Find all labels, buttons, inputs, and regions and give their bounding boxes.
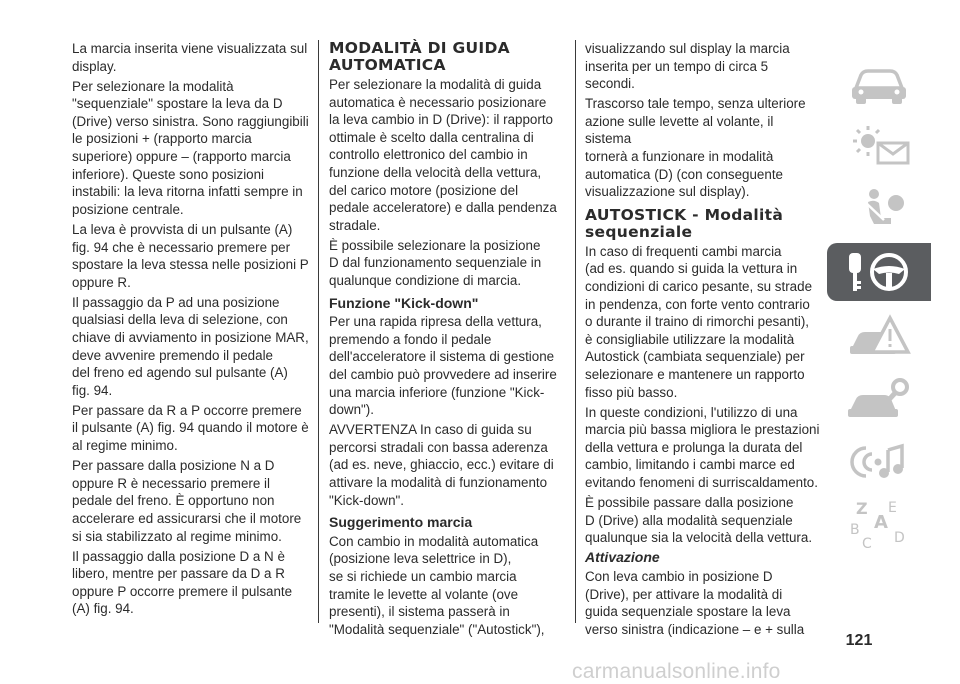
paragraph: Il passaggio dalla posizione D a N è libero, mentre per passare da D a R oppure P occorre premere il pulsante (A) fig. 94.	[72, 548, 293, 617]
paragraph: AVVERTENZA In caso di guida su percorsi stradali con bassa aderenza (ad es. neve, ghiaccio, ecc.) evitare di attivare la modalità di funzionamento "Kick-down".	[329, 422, 554, 508]
chapter-tab-multimedia[interactable]	[827, 432, 931, 490]
section-heading: AUTOSTICK - Modalità sequenziale	[585, 205, 784, 241]
sun-envelope-icon	[844, 123, 914, 169]
car-icon	[844, 60, 914, 106]
paragraph: Per passare dalla posizione N a D oppure R è necessario premere il pedale del freno. È opportuno non accelerare ed assicurarsi che il motore si sia stabilizzato al regime minimo.	[72, 458, 302, 544]
svg-text:Z: Z	[856, 499, 868, 518]
svg-text:C: C	[862, 536, 872, 552]
chapter-tab-car[interactable]	[827, 54, 931, 112]
chapter-tab-safety[interactable]	[827, 180, 931, 238]
paragraph: In caso di frequenti cambi marcia (ad es. quando si guida la vettura in condizioni di carico pesante, su strade in pendenza, con forte vento contrario o durante il traino di rimorchi pesanti), è consigliabile utilizzare la modalità Autostick (cambiata sequenziale) per selezionare e mantenere un rapporto fisso più basso.	[585, 243, 813, 400]
warning-car-icon	[844, 312, 914, 358]
section-heading: MODALITÀ DI GUIDA AUTOMATICA	[329, 39, 510, 74]
svg-text:D: D	[894, 530, 905, 546]
seatbelt-airbag-icon	[844, 186, 914, 232]
paragraph: Per passare da R a P occorre premere il pulsante (A) fig. 94 quando il motore è al regime minimo.	[72, 402, 309, 454]
paragraph: Per una rapida ripresa della vettura, premendo a fondo il pedale dell'acceleratore il sistema di gestione del cambio può provvedere ad inserire una marcia inferiore (funzione "Kick- down").	[329, 314, 557, 418]
paragraph: La marcia inserita viene visualizzata sul display.	[72, 41, 308, 74]
car-wrench-icon	[844, 375, 914, 421]
svg-text:A: A	[874, 512, 888, 533]
chapter-tab-index[interactable]	[827, 495, 931, 553]
paragraph: È possibile passare dalla posizione D (Drive) alla modalità sequenziale qualunque sia la velocità della vettura.	[585, 495, 813, 546]
paragraph: La leva è provvista di un pulsante (A) fig. 94 che è necessario premere per spostare la leva stessa nelle posizioni P oppure R.	[72, 221, 309, 290]
paragraph: In queste condizioni, l'utilizzo di una marcia più bassa migliora le prestazioni della vettura e prolunga la durata del cambio, limitando i cambi marce ed evitando fenomeni di surriscaldamento.	[585, 404, 820, 491]
column-divider	[318, 40, 319, 623]
paragraph: Con cambio in modalità automatica (posizione leva selettrice in D), se si richiede un cambio marcia tramite le levette al volante (ove presenti), il sistema passerà in "Modalità sequenziale" ("Autostick"),	[329, 533, 545, 637]
subheading: Funzione "Kick-down"	[329, 294, 479, 311]
paragraph: Trascorso tale tempo, senza ulteriore azione sulle levette al volante, il sistema tornerà a funzionare in modalità automatica (D) (con conseguente visualizzazione sul display).	[585, 96, 806, 200]
column-2	[329, 40, 565, 641]
column-divider	[575, 40, 576, 623]
column-1	[72, 40, 310, 621]
paragraph: Per selezionare la modalità di guida automatica è necessario posizionare la leva cambio in D (Drive): il rapporto ottimale è scelto dalla centralina di controllo elettronico del cambio in funzione della velocità della vettura, del carico motore (posizione del pedale acceleratore) e dalla pendenza stradale.	[329, 77, 557, 233]
subheading: Attivazione	[585, 549, 660, 566]
paragraph: visualizzando sul display la marcia inserita per un tempo di circa 5 secondi.	[585, 41, 790, 92]
column-3	[585, 40, 822, 641]
media-signal-icon	[844, 438, 914, 484]
chapter-tabs	[827, 54, 931, 558]
paragraph: Il passaggio da P ad una posizione qualsiasi della leva di selezione, con chiave di avviamento in posizione MAR, deve avvenire premendo il pedale del freno ed agendo sul pulsante (A) fig. 94.	[72, 294, 309, 398]
svg-text:B: B	[850, 522, 860, 538]
paragraph: È possibile selezionare la posizione D dal funzionamento sequenziale in qualunque condizione di marcia.	[329, 237, 542, 289]
chapter-tab-emergency[interactable]	[827, 306, 931, 364]
page-number: 121	[845, 632, 873, 649]
chapter-tab-maintenance[interactable]	[827, 369, 931, 427]
chapter-tab-starting-driving[interactable]	[827, 243, 931, 301]
alphabet-index-icon	[844, 496, 914, 552]
key-steering-wheel-icon	[839, 247, 919, 297]
svg-text:E: E	[888, 500, 897, 516]
subheading: Suggerimento marcia	[329, 514, 473, 531]
watermark: carmanualsonline.info	[572, 660, 781, 683]
chapter-tab-dashboard[interactable]	[827, 117, 931, 175]
paragraph: Per selezionare la modalità "sequenziale" spostare la leva da D (Drive) verso sinistra. Sono raggiungibili le posizioni + (rapporto marcia superiore) oppure – (rapporto marcia inferiore). Queste sono posizioni instabili: la leva ritorna infatti sempre in posizione centrale.	[72, 78, 309, 217]
paragraph: Con leva cambio in posizione D (Drive), per attivare la modalità di guida sequenziale spostare la leva verso sinistra (indicazione – e + sulla	[585, 569, 805, 637]
